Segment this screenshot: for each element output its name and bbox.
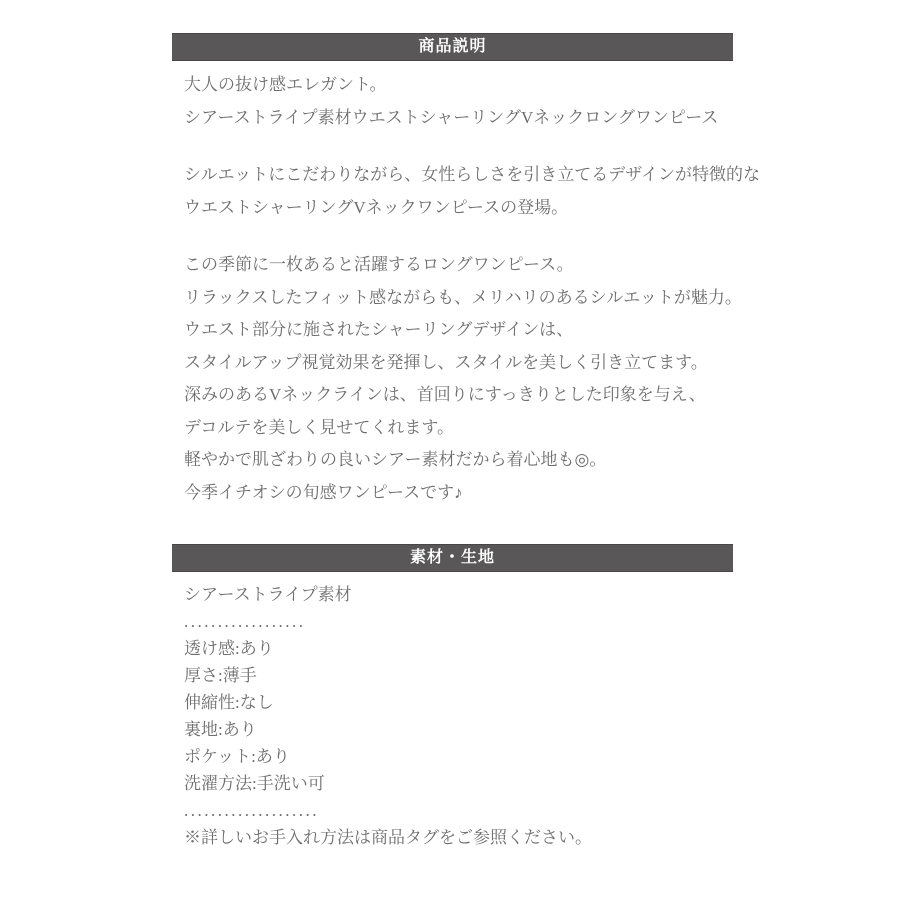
material-text-block — [172, 572, 733, 851]
product-description-panel — [172, 33, 761, 851]
description-paragraph-intro — [184, 69, 733, 134]
material-name: シアーストライプ素材 — [184, 585, 352, 604]
description-line: ウエスト部分に施されたシャーリングデザインは、 — [184, 320, 574, 339]
description-line: デコルテを美しく見せてくれます。 — [184, 417, 454, 437]
material-section-header-bar — [172, 544, 733, 572]
spec-sheerness: 透け感:あり — [184, 639, 274, 658]
description-section-header-bar — [172, 33, 733, 61]
description-text-block — [172, 61, 761, 509]
spec-washing: 洗濯方法:手洗い可 — [184, 774, 325, 793]
dotted-divider-top: .................. — [184, 612, 306, 631]
material-section-title: 素材・生地 — [409, 549, 495, 566]
spec-pocket: ポケット:あり — [184, 747, 290, 766]
description-line: 大人の抜け感エレガント。 — [184, 75, 387, 94]
description-line: この季節に一枚あると活躍するロングワンピース。 — [184, 255, 574, 274]
dotted-divider-bottom: .................... — [184, 801, 319, 820]
product-name-line: シアーストライプ素材ウエストシャーリングVネックロングワンピース — [184, 107, 719, 127]
description-line: リラックスしたフィット感ながらも、メリハリのあるシルエットが魅力。 — [184, 287, 742, 307]
description-line: 今季イチオシの旬感ワンピースです♪ — [184, 482, 463, 502]
description-line: スタイルアップ視覚効果を発揮し、スタイルを美しく引き立てます。 — [184, 352, 708, 372]
description-line: 深みのあるVネックラインは、首回りにすっきりとした印象を与え、 — [184, 385, 706, 404]
spec-thickness: 厚さ:薄手 — [184, 666, 257, 685]
description-paragraph-design — [184, 159, 761, 224]
care-note: ※詳しいお手入れ方法は商品タグをご参照ください。 — [184, 828, 592, 847]
description-line: ウエストシャーリングVネックワンピースの登場。 — [184, 197, 569, 217]
description-section-title: 商品説明 — [418, 38, 487, 55]
spec-stretch: 伸縮性:なし — [184, 693, 274, 712]
description-line: 軽やかで肌ざわりの良いシアー素材だから着心地も◎。 — [184, 450, 607, 469]
description-paragraph-details — [184, 249, 742, 509]
spec-lining: 裏地:あり — [184, 720, 257, 739]
description-line: シルエットにこだわりながら、女性らしさを引き立てるデザインが特徴的な — [184, 165, 761, 184]
